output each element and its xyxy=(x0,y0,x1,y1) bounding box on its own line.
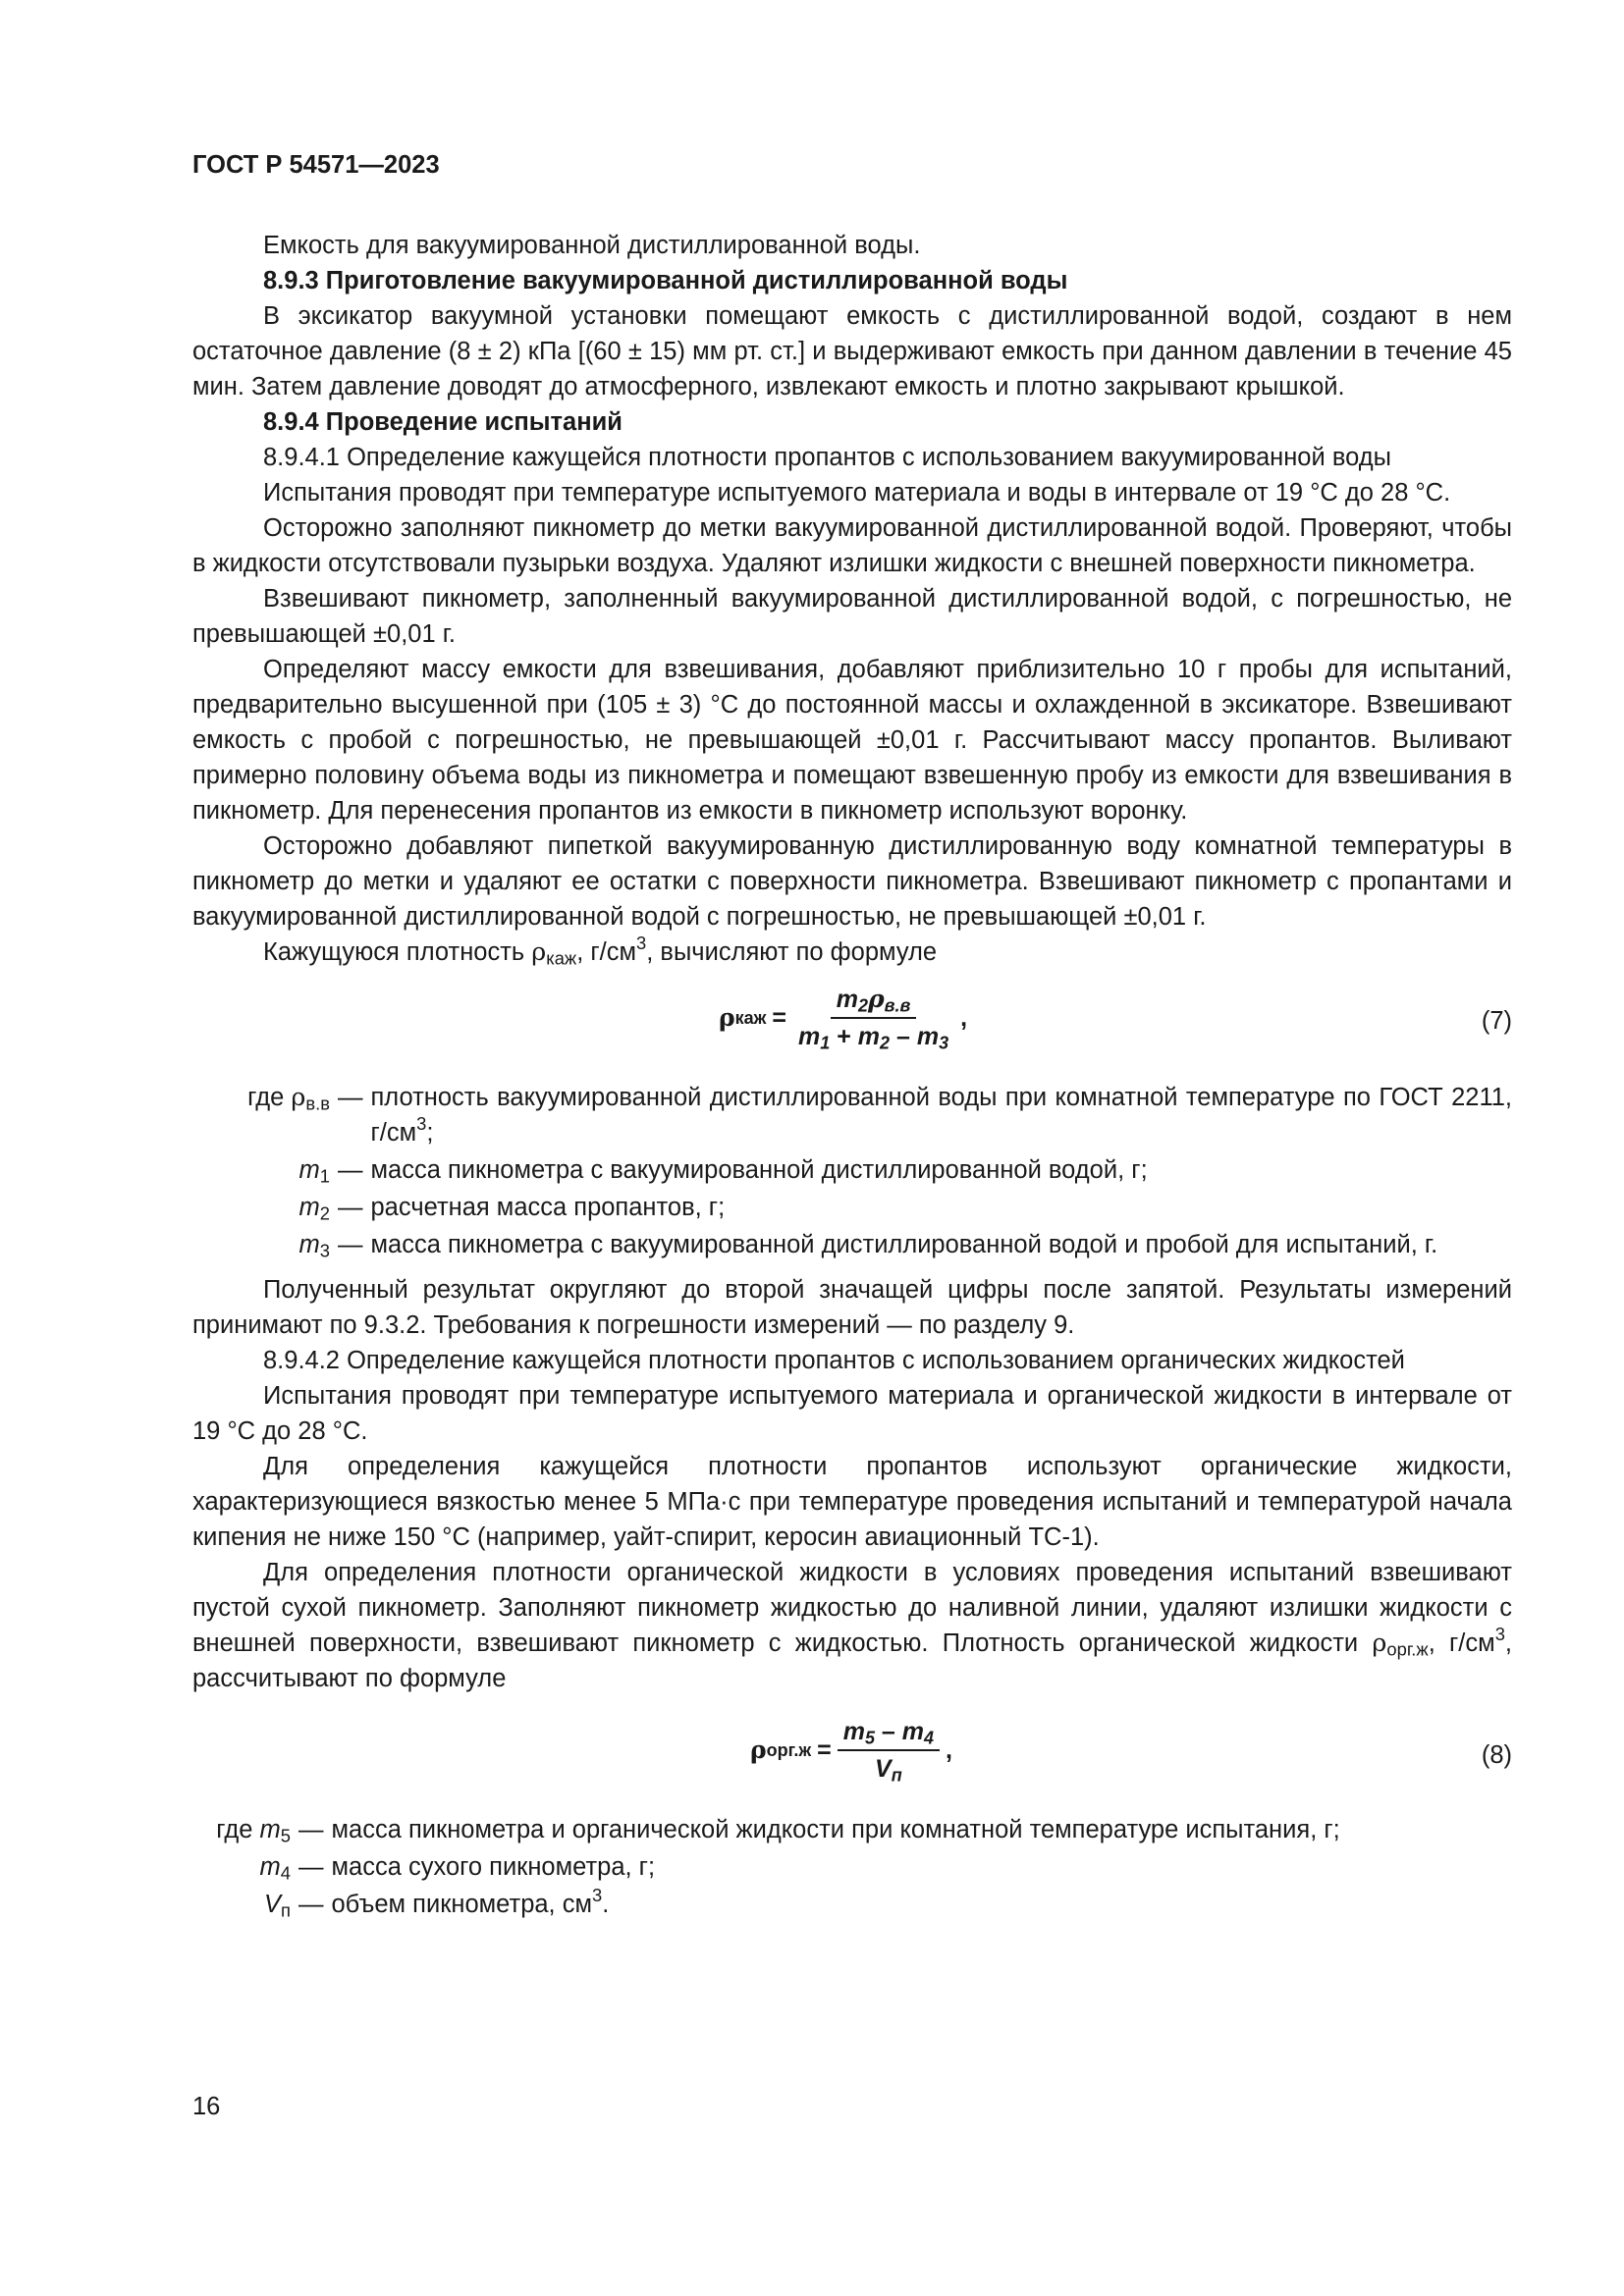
document-header: ГОСТ Р 54571—2023 xyxy=(192,151,440,179)
formula-8-numerator: $m_5 - m_4$ xyxy=(838,1716,940,1751)
formula-7 xyxy=(192,978,1512,1066)
legend-row: где $m_5$ — масса пикнометра и органической жидкости при комнатной температуре испытания, г; xyxy=(216,1816,1340,1846)
section-heading-8-9-4: 8.9.4 Проведение испытаний xyxy=(263,408,623,436)
page-number: 16 xyxy=(192,2093,221,2120)
paragraph: Емкость для вакуумированной дистиллированной воды. xyxy=(263,232,921,259)
paragraph: Взвешивают пикнометр, заполненный вакуумированной дистиллированной водой, с погрешностью, не превышающей ±0,01 г. xyxy=(192,585,1512,648)
formula-7-fraction xyxy=(792,984,954,1052)
legend-row: $m_4$ — масса сухого пикнометра, г; xyxy=(259,1853,656,1884)
formula-intro-paragraph: Для определения плотности органической жидкости в условиях проведения испытаний взвешивают пустой сухой пикнометр. Заполняют пикнометр жидкостью до наливной линии, удаляют излишки жидкости с внешней поверхности, взвешивают пикнометр с жидкостью. Плотность органической жидкости $\rho_{орг.ж}$, $г/см^3$, рассчитывают по формуле xyxy=(192,1559,1512,1692)
paragraph: Осторожно заполняют пикнометр до метки вакуумированной дистиллированной водой. Проверяют, чтобы в жидкости отсутствовали пузырьки воздуха. Удаляют излишки жидкости с внешней поверхности пикнометра. xyxy=(192,514,1512,577)
formula-8-number: (8) xyxy=(1481,1741,1512,1769)
paragraph: Испытания проводят при температуре испытуемого материала и органической жидкости в интервале от 19 °С до 28 °С. xyxy=(192,1382,1512,1445)
formula-8-denominator: $V_п$ xyxy=(875,1755,902,1786)
formula-8-fraction xyxy=(838,1716,940,1785)
formula-7-denominator: $m_1 + m_2 - m_3$ xyxy=(798,1023,949,1053)
legend-row: $m_3$ — масса пикнометра с вакуумированной дистиллированной водой и пробой для испытаний, г. xyxy=(298,1231,1438,1261)
paragraph: Осторожно добавляют пипеткой вакуумированную дистиллированную воду комнатной температуры в пикнометр до метки и удаляют ее остатки с поверхности пикнометра. Взвешивают пикнометр с пропантами и вакуумированной дистиллированной водой с погрешностью, не превышающей ±0,01 г. xyxy=(192,832,1512,931)
formula-8 xyxy=(192,1712,1512,1798)
legend-row: где $\rho_{в.в}$ — плотность вакуумированной дистиллированной воды при комнатной температуре по ГОСТ 2211, $г/см^3$; xyxy=(247,1083,1512,1147)
formula-7-legend xyxy=(192,1080,1512,1262)
subsection-heading-8-9-4-2: 8.9.4.2 Определение кажущейся плотности пропантов с использованием органических жидкостей xyxy=(263,1347,1405,1374)
formula-7-numerator: $m_2\rho_{в.в}$ xyxy=(831,984,917,1019)
formula-intro-paragraph: Кажущуюся плотность $\rho_{каж}$, $г/см^3$, вычисляют по формуле xyxy=(263,932,938,969)
paragraph: В эксикатор вакуумной установки помещают емкость с дистиллированной водой, создают в нем остаточное давление (8 ± 2) кПа [(60 ± 15) мм рт. ст.] и выдерживают емкость при данном давлении в течение 45 мин. Затем давление доводят до атмосферного, извлекают емкость и плотно закрывают крышкой. xyxy=(192,302,1512,400)
legend-row: $m_2$ — расчетная масса пропантов, г; xyxy=(298,1194,726,1224)
formula-7-number: (7) xyxy=(1481,1007,1512,1035)
legend-row: $m_1$ — масса пикнометра с вакуумированной дистиллированной водой, г; xyxy=(298,1156,1148,1187)
formula-8-expression: ρ орг.ж = $\frac{m_5 - m_4}{V_п}$ , xyxy=(750,1718,952,1786)
subsection-heading-8-9-4-1: 8.9.4.1 Определение кажущейся плотности пропантов с использованием вакуумированной воды xyxy=(263,444,1391,471)
formula-8-legend xyxy=(192,1812,1512,1922)
formula-7-expression: ρ каж = $\frac{m_2\rho_{в.в}}{m_1 + m_2 - m_3}$ , xyxy=(719,985,968,1053)
paragraph: Испытания проводят при температуре испытуемого материала и воды в интервале от 19 °С до 28 °С. xyxy=(263,479,1451,507)
legend-row: $V_п$ — объем пикнометра, $см^3$. xyxy=(264,1884,610,1921)
section-heading-8-9-3: 8.9.3 Приготовление вакуумированной дистиллированной воды xyxy=(263,267,1068,294)
page-body xyxy=(192,228,1512,1932)
paragraph: Для определения кажущейся плотности пропантов используют органические жидкости, характеризующиеся вязкостью менее 5 МПа·с при температуре проведения испытаний и температурой начала кипения не ниже 150 °С (например, уайт-спирит, керосин авиационный ТС-1). xyxy=(192,1453,1512,1551)
paragraph: Полученный результат округляют до второй значащей цифры после запятой. Результаты измерений принимают по 9.3.2. Требования к погрешности измерений — по разделу 9. xyxy=(192,1276,1512,1339)
paragraph: Определяют массу емкости для взвешивания, добавляют приблизительно 10 г пробы для испытаний, предварительно высушенной при (105 ± 3) °С до постоянной массы и охлажденной в эксикаторе. Взвешивают емкость с пробой с погрешностью, не превышающей ±0,01 г. Рассчитывают массу пропантов. Выливают примерно половину объема воды из пикнометра и помещают взвешенную пробу из емкости для взвешивания в пикнометр. Для перенесения пропантов из емкости в пикнометр используют воронку. xyxy=(192,656,1512,825)
